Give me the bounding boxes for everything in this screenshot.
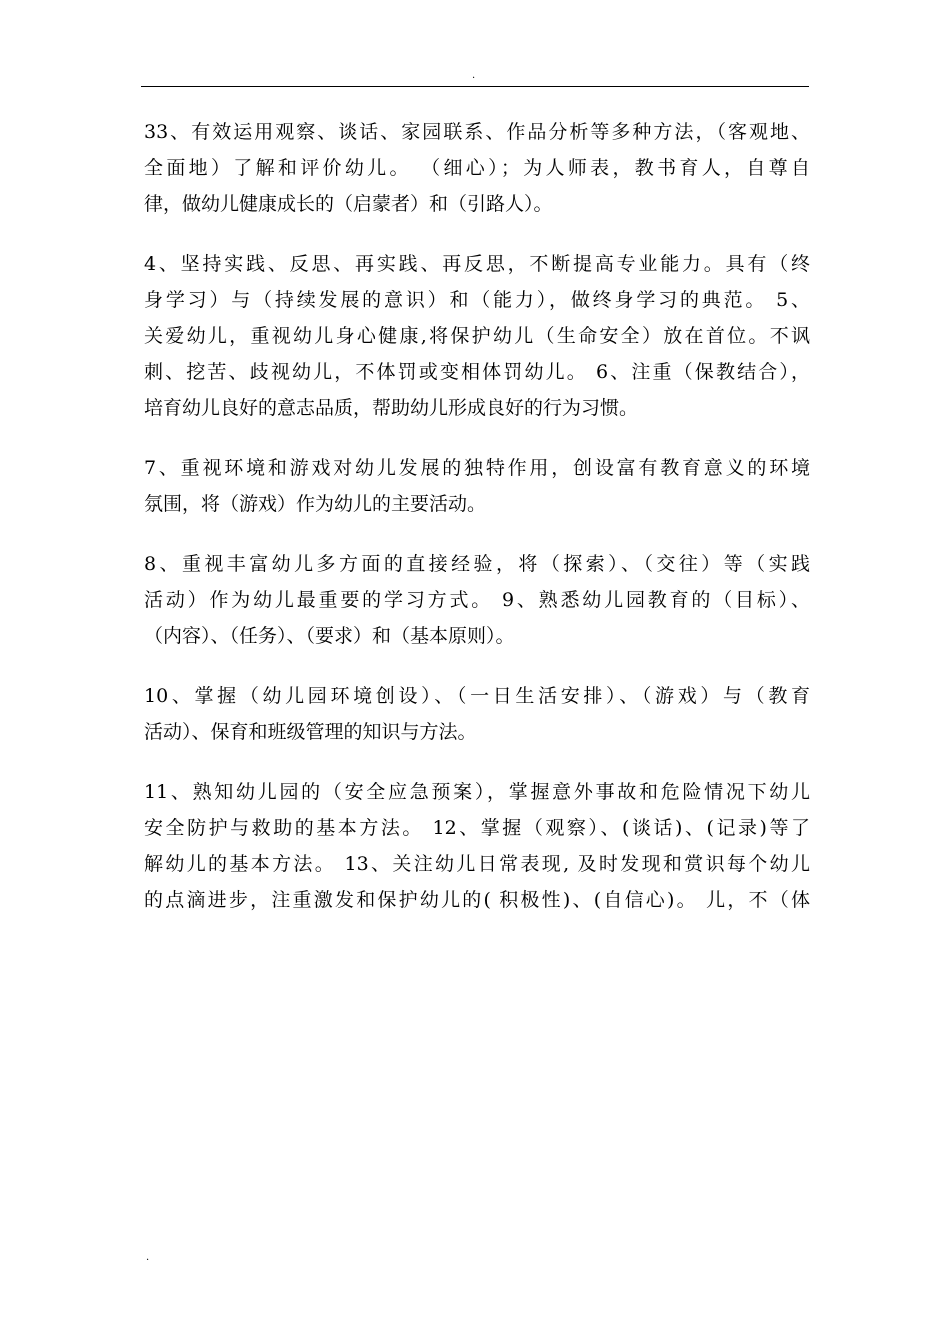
text-line: 律，做幼儿健康成长的（启蒙者）和（引路人）。	[144, 193, 553, 215]
text-line: 10、掌握（幼儿园环境创设）、（一日生活安排）、（游戏）与（教育	[144, 685, 810, 707]
text-line: （内容）、（任务）、（要求）和（基本原则）。	[144, 625, 515, 647]
document-body	[144, 114, 810, 942]
header-mark: .	[472, 70, 476, 81]
text-line: 的点滴进步，注重激发和保护幼儿的( 积极性)、(自信心)。 儿，不（体	[144, 889, 810, 911]
paragraph-33	[144, 114, 810, 222]
text-line: 活动）、保育和班级管理的知识与方法。	[144, 721, 477, 743]
text-line: 关爱幼儿，重视幼儿身心健康,将保护幼儿（生命安全）放在首位。不讽	[144, 325, 810, 347]
text-line: 全面地）了解和评价幼儿。 （细心）；为人师表，教书育人，自尊自	[144, 157, 810, 179]
text-line: 身学习）与（持续发展的意识）和（能力），做终身学习的典范。 5、	[144, 289, 810, 311]
text-line: 33、有效运用观察、谈话、家园联系、作品分析等多种方法，（客观地、	[144, 121, 810, 143]
text-line: 活动）作为幼儿最重要的学习方式。 9、熟悉幼儿园教育的（目标）、	[144, 589, 810, 611]
text-line: 氛围，将（游戏）作为幼儿的主要活动。	[144, 493, 487, 515]
text-line: 7、重视环境和游戏对幼儿发展的独特作用，创设富有教育意义的环境	[144, 457, 810, 479]
text-line: 4、坚持实践、反思、再实践、再反思，不断提高专业能力。具有（终	[144, 253, 810, 275]
text-line: 11、熟知幼儿园的（安全应急预案），掌握意外事故和危险情况下幼儿	[144, 781, 810, 803]
header-rule	[141, 86, 809, 87]
paragraph-7	[144, 450, 810, 522]
text-line: 安全防护与救助的基本方法。 12、掌握（观察）、(谈话)、(记录)等了	[144, 817, 810, 839]
paragraph-10	[144, 678, 810, 750]
paragraph-4-6	[144, 246, 810, 426]
footer-mark: .	[146, 1252, 150, 1263]
paragraph-11-13	[144, 774, 810, 918]
text-line: 刺、挖苦、歧视幼儿，不体罚或变相体罚幼儿。 6、注重（保教结合），	[144, 361, 810, 383]
text-line: 解幼儿的基本方法。 13、关注幼儿日常表现, 及时发现和赏识每个幼儿	[144, 853, 810, 875]
paragraph-8-9	[144, 546, 810, 654]
text-line: 8、重视丰富幼儿多方面的直接经验，将（探索）、（交往）等（实践	[144, 553, 810, 575]
text-line: 培育幼儿良好的意志品质，帮助幼儿形成良好的行为习惯。	[144, 397, 639, 419]
